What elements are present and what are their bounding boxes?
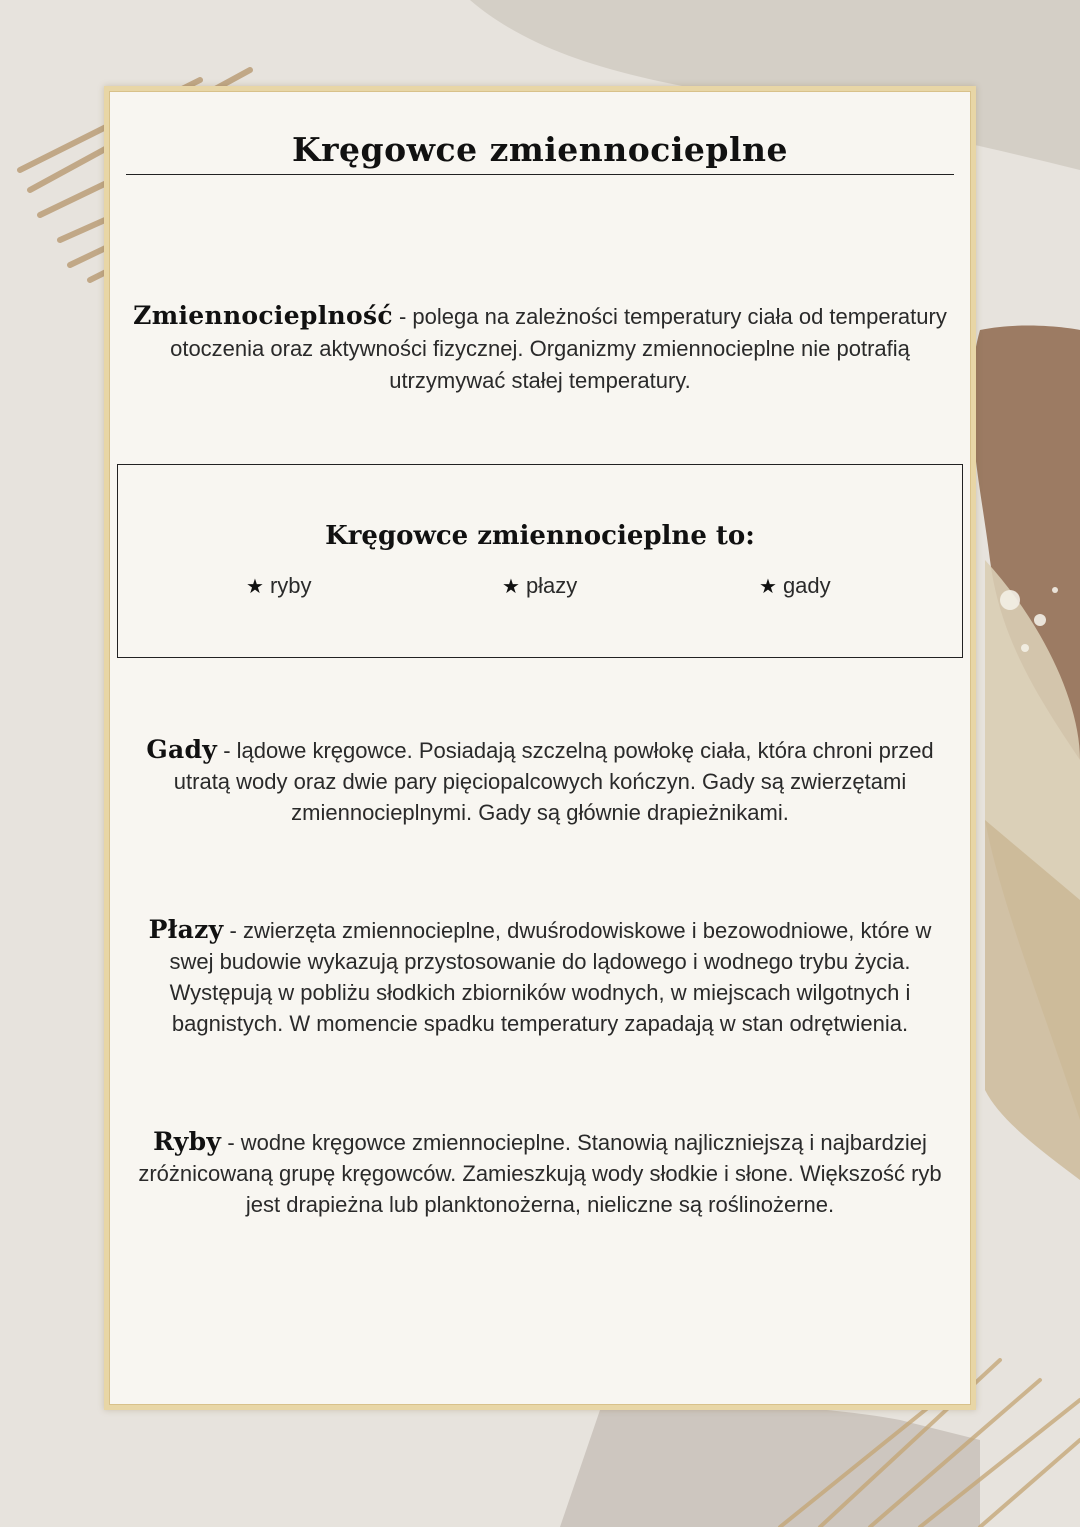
- section-term: Płazy: [148, 915, 224, 944]
- definition-paragraph: [124, 300, 956, 397]
- definition-term: Zmiennocieplność: [133, 301, 393, 330]
- star-icon: ★: [502, 576, 520, 598]
- section-term: Gady: [146, 735, 218, 764]
- section-term: Ryby: [153, 1127, 222, 1156]
- title-underline: [126, 174, 954, 175]
- vertebrates-list-box: [117, 464, 963, 658]
- star-icon: ★: [759, 576, 777, 598]
- section-text: - wodne kręgowce zmiennocieplne. Stanowią najliczniejszą i najbardziej zróżnicowaną grupę kręgowców. Zamieszkują wody słodkie i słone. Większość ryb jest drapieżna lub planktonożerna, nieliczne są roślinożerne.: [138, 1130, 942, 1217]
- star-icon: ★: [246, 576, 264, 598]
- definition-text: - polega na zależności temperatury ciała od temperatury otoczenia oraz aktywności fizycznej. Organizmy zmiennocieplne nie potrafią utrzymywać stałej temperatury.: [170, 304, 947, 393]
- list-item-fish: ★ ryby: [246, 573, 312, 598]
- list-item-amphibians: ★ płazy: [502, 573, 578, 598]
- section-text: - lądowe kręgowce. Posiadają szczelną powłokę ciała, która chroni przed utratą wody oraz dwie pary pięciopalcowych kończyn. Gady są zwierzętami zmiennocieplnymi. Gady są głównie drapieżnikami.: [173, 738, 934, 825]
- section-text: - zwierzęta zmiennocieplne, dwuśrodowiskowe i bezowodniowe, które w swej budowie wykazują przystosowanie do lądowego i wodnego trybu życia. Występują w pobliżu słodkich zbiorników wodnych, w miejscach wilgotnych i bagnistych. W momencie spadku temperatury zapadają w stan odrętwienia.: [169, 918, 932, 1036]
- list-heading: Kręgowce zmiennocieplne to:: [325, 521, 755, 551]
- section-amphibians: [130, 914, 950, 1039]
- page-title: Kręgowce zmiennocieplne: [291, 130, 789, 169]
- list-item-reptiles: ★ gady: [759, 573, 831, 598]
- section-reptiles: [128, 734, 952, 828]
- section-fish: [132, 1126, 948, 1220]
